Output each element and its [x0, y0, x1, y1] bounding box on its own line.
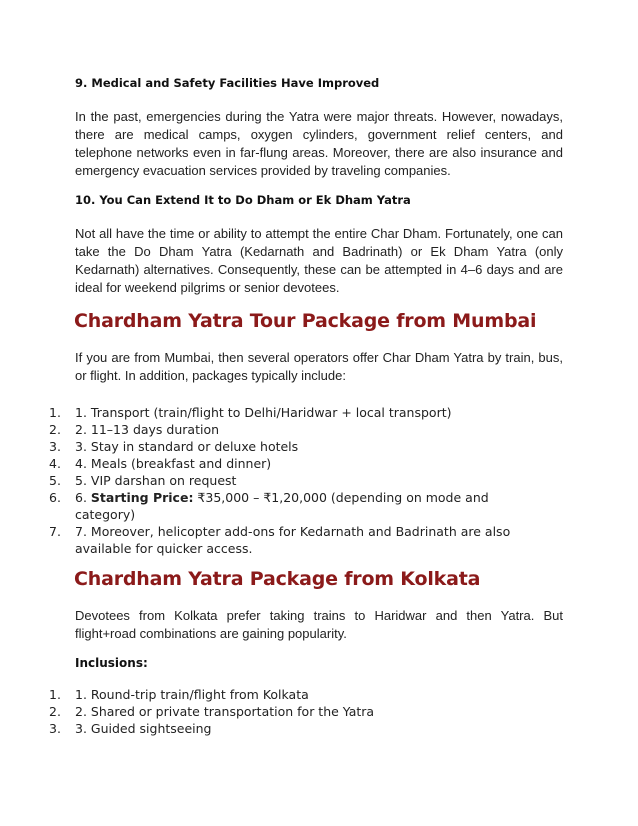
kolkata-heading: Chardham Yatra Package from Kolkata	[74, 568, 481, 590]
medical-paragraph: In the past, emergencies during the Yatra were major threats. However, nowadays, there are medical camps, oxygen cylinders, government relief centers, and telephone networks even in far-flung areas. Moreover, there are also insurance and emergency evacuation services provided by traveling companies.	[75, 109, 563, 178]
list-item: 2. 2. Shared or private transportation for the Yatra	[49, 704, 375, 719]
extend-paragraph: Not all have the time or ability to attempt the entire Char Dham. Fortunately, one can take the Do Dham Yatra (Kedarnath and Badrinath) or Ek Dham Yatra (only Kedarnath) alternatives. Consequently, these can be attempted in 4–6 days and are ideal for weekend pilgrims or senior devotees.	[75, 226, 563, 295]
list-item: 4. 4. Meals (breakfast and dinner)	[49, 456, 272, 471]
list-item: 2. 2. 11–13 days duration	[49, 422, 220, 437]
list-item: 3. 3. Guided sightseeing	[49, 721, 212, 736]
mumbai-inclusions-list	[0, 404, 600, 557]
mumbai-heading: Chardham Yatra Tour Package from Mumbai	[74, 310, 537, 332]
kolkata-paragraph: Devotees from Kolkata prefer taking trains to Haridwar and then Yatra. But flight+road combinations are gaining popularity.	[75, 608, 563, 641]
starting-price-label: Starting Price:	[90, 490, 194, 505]
list-item: 1. 1. Round-trip train/flight from Kolkata	[49, 687, 309, 702]
list-item: 3. 3. Stay in standard or deluxe hotels	[49, 439, 299, 454]
extend-heading: 10. You Can Extend It to Do Dham or Ek Dham Yatra	[75, 193, 411, 207]
mumbai-paragraph: If you are from Mumbai, then several operators offer Char Dham Yatra by train, bus, or flight. In addition, packages typically include:	[75, 350, 563, 383]
medical-heading: 9. Medical and Safety Facilities Have Improved	[75, 76, 380, 90]
list-item: 1. 1. Transport (train/flight to Delhi/Haridwar + local transport)	[49, 405, 452, 420]
kolkata-inclusions-list	[0, 686, 600, 737]
list-item: 7. 7. Moreover, helicopter add-ons for Kedarnath and Badrinath are also available for quicker access.	[49, 524, 511, 556]
list-item: 6. 6. Starting Price: ₹35,000 – ₹1,20,000 (depending on mode and category)	[49, 490, 489, 522]
list-item: 5. 5. VIP darshan on request	[49, 473, 237, 488]
inclusions-label: Inclusions:	[75, 656, 148, 670]
